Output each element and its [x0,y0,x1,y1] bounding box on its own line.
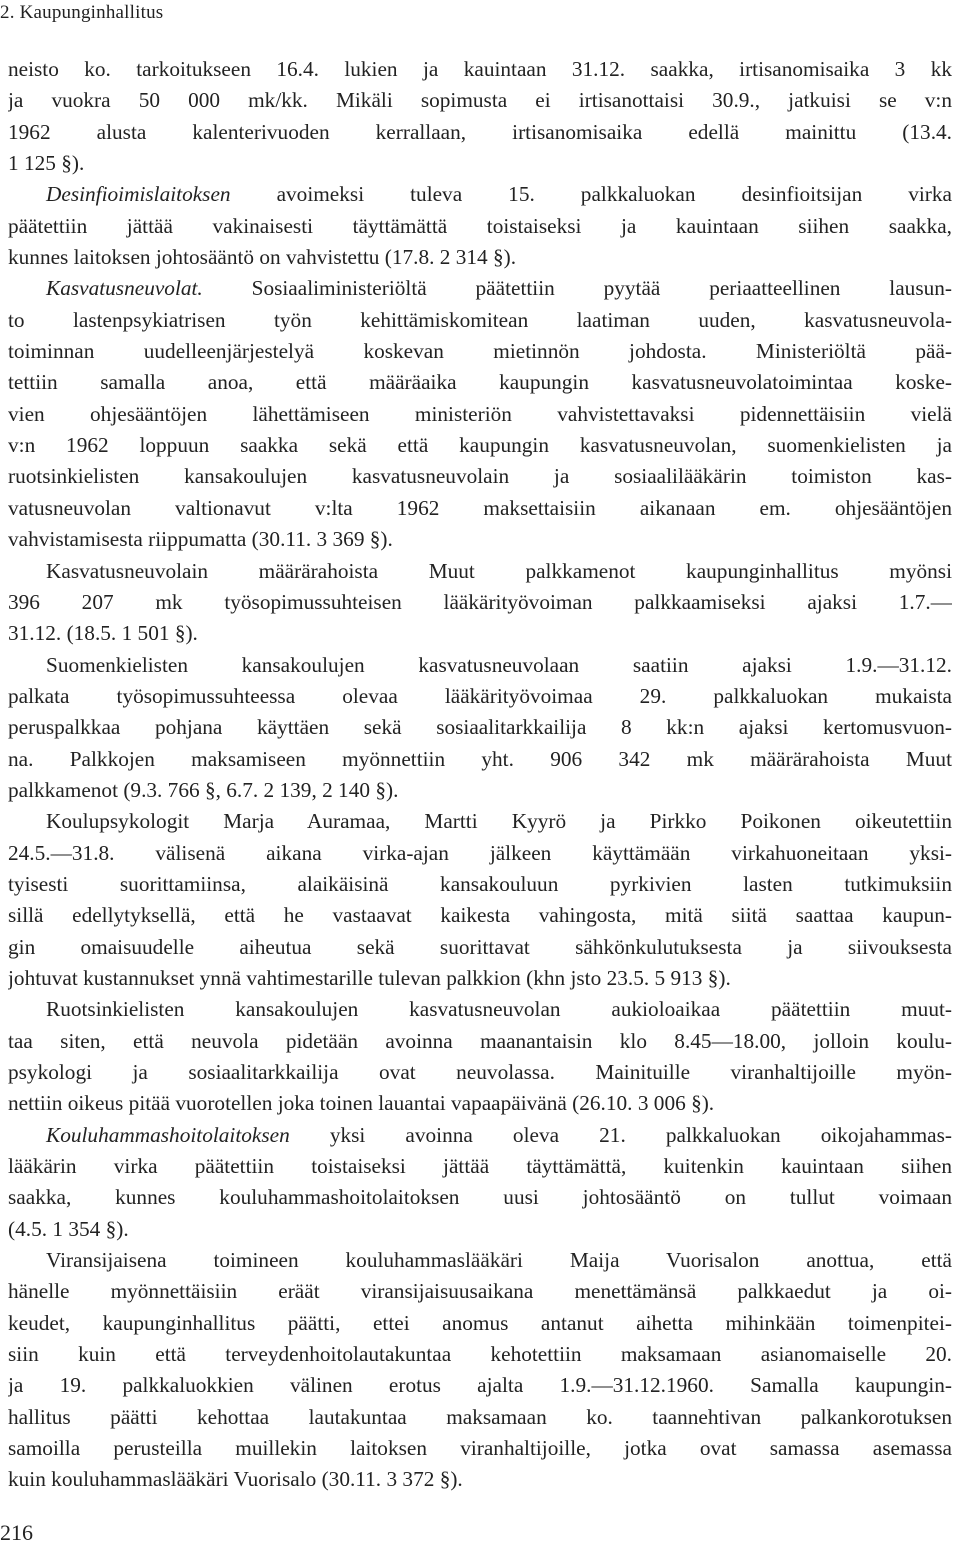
text-line: 24.5.—31.8. välisenä aikana virka-ajan jälkeen käyttämään virkahuoneitaan yksi- [8,840,952,865]
text-line: ja 19. palkkaluokkien välinen erotus ajalta 1.9.—31.12.1960. Samalla kaupungin- [8,1373,952,1398]
text-line: Koulupsykologit Marja Auramaa, Martti Kyyrö ja Pirkko Poikonen oikeutettiin [46,809,952,834]
text-line: toiminnan uudelleenjärjestelyä koskevan mietinnön johdosta. Ministeriöltä pää- [8,339,952,364]
text-line: palkkamenot (9.3. 766 §, 6.7. 2 139, 2 140 §). [8,777,399,802]
text-line: psykologi ja sosiaalitarkkailija ovat neuvolassa. Mainituille viranhaltijoille myön- [8,1060,952,1084]
text-line: palkata työsopimussuhteessa olevaa lääkärityövoimaa 29. palkkaluokan mukaista [8,683,952,708]
text-line: tettiin samalla anoa, että määräaika kaupungin kasvatusneuvolatoimintaa koske- [8,370,952,395]
text-line: 1 125 §). [8,151,85,176]
text-line: ja vuokra 50 000 mk/kk. Mikäli sopimusta ei irtisanottaisi 30.9., jatkuisi se v:n [8,88,952,113]
text-line: vatusneuvolan valtionavut v:lta 1962 maksettaisiin aikanaan em. ohjesääntöjen [8,495,952,520]
text-line: kunnes laitoksen johtosääntö on vahvistettu (17.8. 2 314 §). [8,245,517,270]
text-line: nettiin oikeus pitää vuorotellen joka toinen lauantai vapaapäivänä (26.10. 3 006 §). [8,1091,715,1116]
body-text [8,54,952,1496]
text-line: taa siten, että neuvola pidetään avoinna maanantaisin klo 8.45—18.00, jolloin koulu- [8,1028,952,1053]
text-line: Kasvatusneuvolat. Sosiaaliministeriöltä päätettiin pyytää periaatteellinen lausun- [46,276,952,301]
text-line: v:n 1962 loppuun saakka sekä että kaupungin kasvatusneuvolan, suomenkielisten ja [8,433,952,458]
italic-heading: Kasvatusneuvolat. [46,276,203,301]
text-line: Ruotsinkielisten kansakoulujen kasvatusneuvolan aukioloaikaa päätettiin muut- [46,997,952,1022]
text-line: (4.5. 1 354 §). [8,1216,129,1241]
text-line: johtuvat kustannukset ynnä vahtimestarille tulevan palkkion (khn jsto 23.5. 5 913 §). [8,965,731,990]
text-line: vien ohjesääntöjen lähettämiseen ministeriön vahvistettavaksi pidennettäisiin vielä [8,401,952,426]
text-line: neisto ko. tarkoitukseen 16.4. lukien ja kauintaan 31.12. saakka, irtisanomisaika 3 kk [8,57,952,81]
text-line: gin omaisuudelle aiheutua sekä suorittavat sähkönkulutuksesta ja siivouksesta [8,934,952,959]
text-line: siin kuin että terveydenhoitolautakuntaa kehotettiin maksamaan asianomaiselle 20. [8,1342,952,1367]
text-line: na. Palkkojen maksamiseen myönnettiin yht. 906 342 mk määrärahoista Muut [8,746,952,771]
text-line: vahvistamisesta riippumatta (30.11. 3 369 §). [8,527,393,552]
text-line: ruotsinkielisten kansakoulujen kasvatusneuvolain ja sosiaalilääkärin toimiston kas- [8,464,952,489]
text-line: 396 207 mk työsopimussuhteisen lääkärityövoiman palkkaamiseksi ajaksi 1.7.— [8,589,952,614]
text-line: hallitus päätti kehottaa lautakuntaa maksamaan ko. taannehtivan palkankorotuksen [8,1404,952,1429]
text-line: sillä edellytyksellä, että he vastaavat kaikesta vahingosta, mitä siitä saattaa kaupun- [8,903,952,928]
text-line: päätettiin jättää vakinaisesti täyttämättä toistaiseksi ja kauintaan siihen saakka, [8,213,952,238]
text-line: kuin kouluhammaslääkäri Vuorisalo (30.11. 3 372 §). [8,1467,463,1492]
text-line: hänelle myönnettäisiin eräät viransijaisuusaikana menettämänsä palkkaedut ja oi- [8,1279,952,1304]
text-line: saakka, kunnes kouluhammashoitolaitoksen uusi johtosääntö on tullut voimaan [8,1185,952,1210]
text-line: Desinfioimislaitoksen avoimeksi tuleva 15. palkkaluokan desinfioitsijan virka [46,182,952,207]
text-line: samoilla perusteilla muillekin laitoksen viranhaltijoille, jotka ovat samassa asemassa [8,1436,952,1461]
text-line: 31.12. (18.5. 1 501 §). [8,621,198,646]
running-header: 2. Kaupunginhallitus [0,2,164,23]
text-line: lääkärin virka päätettiin toistaiseksi jättää täyttämättä, kuitenkin kauintaan siihen [8,1154,952,1179]
text-line: Suomenkielisten kansakoulujen kasvatusneuvolaan saatiin ajaksi 1.9.—31.12. [46,652,952,677]
italic-heading: Kouluhammashoitolaitoksen [46,1122,290,1147]
text-line: Kouluhammashoitolaitoksen yksi avoinna oleva 21. palkkaluokan oikojahammas- [46,1122,952,1147]
text-line: Viransijaisena toimineen kouluhammaslääkäri Maija Vuorisalon anottua, että [46,1248,952,1273]
text-line: tyisesti suorittamiinsa, alaikäisinä kansakouluun pyrkivien lasten tutkimuksiin [8,871,952,896]
italic-heading: Desinfioimislaitoksen [46,182,231,207]
text-line: peruspalkkaa pohjana käyttäen sekä sosiaalitarkkailija 8 kk:n ajaksi kertomusvuon- [8,715,952,740]
text-line: 1962 alusta kalenterivuoden kerrallaan, irtisanomisaika edellä mainittu (13.4. [8,119,952,144]
text-line: keudet, kaupunginhallitus päätti, ettei anomus antanut aihetta mihinkään toimenpitei- [8,1310,952,1335]
text-line: to lastenpsykiatrisen työn kehittämiskomitean laatiman uuden, kasvatusneuvola- [8,307,952,332]
page-number: 216 [0,1520,33,1545]
text-line: Kasvatusneuvolain määrärahoista Muut palkkamenot kaupunginhallitus myönsi [46,558,952,583]
